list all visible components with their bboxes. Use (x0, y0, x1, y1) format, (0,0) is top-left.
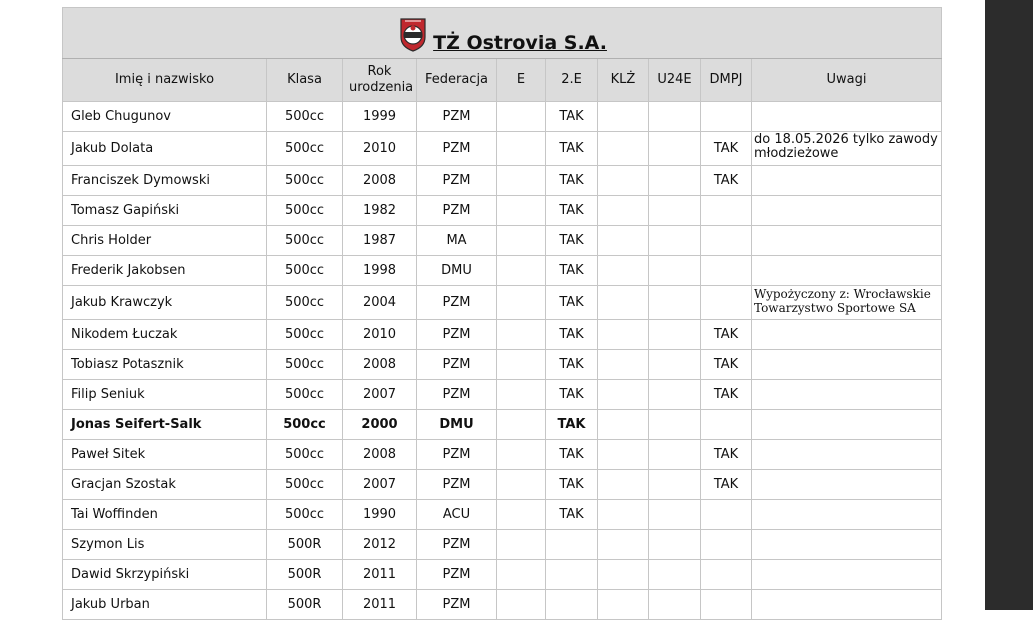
e-cell (497, 440, 546, 470)
notes-cell (752, 470, 942, 500)
notes-cell (752, 500, 942, 530)
player-name: Jonas Seifert-Salk (63, 410, 267, 440)
2e-cell (546, 590, 598, 620)
klz-cell (598, 166, 649, 196)
table-row (63, 470, 942, 500)
e-cell (497, 350, 546, 380)
table-row (63, 500, 942, 530)
table-row (63, 560, 942, 590)
u24e-cell (649, 256, 701, 286)
klz-cell (598, 440, 649, 470)
klz-cell (598, 410, 649, 440)
e-cell (497, 320, 546, 350)
federation-cell: PZM (417, 590, 497, 620)
notes-cell (752, 256, 942, 286)
dmpj-cell (701, 102, 752, 132)
player-name: Tai Woffinden (63, 500, 267, 530)
dmpj-cell (701, 500, 752, 530)
notes-cell (752, 102, 942, 132)
col-header-dmpj: DMPJ (701, 59, 752, 102)
notes-cell: do 18.05.2026 tylko zawody młodzieżowe (752, 132, 942, 166)
u24e-cell (649, 440, 701, 470)
klz-cell (598, 350, 649, 380)
class-cell: 500cc (267, 320, 343, 350)
birth-year-cell: 2011 (343, 560, 417, 590)
birth-year-cell: 2007 (343, 470, 417, 500)
class-cell: 500cc (267, 256, 343, 286)
table-row (63, 530, 942, 560)
table-row (63, 320, 942, 350)
e-cell (497, 166, 546, 196)
notes-cell: Wypożyczony z: Wrocławskie Towarzystwo Sportowe SA (752, 286, 942, 320)
dmpj-cell (701, 410, 752, 440)
federation-cell: PZM (417, 530, 497, 560)
class-cell: 500cc (267, 470, 343, 500)
e-cell (497, 410, 546, 440)
dmpj-cell: TAK (701, 132, 752, 166)
e-cell (497, 196, 546, 226)
2e-cell: TAK (546, 132, 598, 166)
notes-cell (752, 560, 942, 590)
notes-cell (752, 410, 942, 440)
u24e-cell (649, 590, 701, 620)
player-name: Paweł Sitek (63, 440, 267, 470)
federation-cell: PZM (417, 196, 497, 226)
birth-year-cell: 2000 (343, 410, 417, 440)
2e-cell: TAK (546, 320, 598, 350)
federation-cell: PZM (417, 470, 497, 500)
col-header-e: E (497, 59, 546, 102)
e-cell (497, 256, 546, 286)
player-name: Tomasz Gapiński (63, 196, 267, 226)
2e-cell: TAK (546, 166, 598, 196)
right-sidebar (985, 0, 1033, 610)
table-row (63, 102, 942, 132)
class-cell: 500cc (267, 286, 343, 320)
notes-cell (752, 166, 942, 196)
klz-cell (598, 196, 649, 226)
notes-cell (752, 226, 942, 256)
2e-cell: TAK (546, 102, 598, 132)
table-row (63, 590, 942, 620)
klz-cell (598, 470, 649, 500)
federation-cell: PZM (417, 286, 497, 320)
table-row (63, 226, 942, 256)
class-cell: 500cc (267, 226, 343, 256)
federation-cell: DMU (417, 256, 497, 286)
u24e-cell (649, 410, 701, 440)
table-row (63, 256, 942, 286)
2e-cell: TAK (546, 350, 598, 380)
birth-year-cell: 1982 (343, 196, 417, 226)
2e-cell: TAK (546, 286, 598, 320)
dmpj-cell: TAK (701, 470, 752, 500)
table-row (63, 286, 942, 320)
birth-year-cell: 2004 (343, 286, 417, 320)
birth-year-cell: 2010 (343, 320, 417, 350)
notes-cell (752, 350, 942, 380)
klz-cell (598, 226, 649, 256)
e-cell (497, 226, 546, 256)
header-row (63, 59, 942, 102)
class-cell: 500cc (267, 500, 343, 530)
table-row (63, 380, 942, 410)
e-cell (497, 590, 546, 620)
u24e-cell (649, 380, 701, 410)
class-cell: 500cc (267, 166, 343, 196)
u24e-cell (649, 226, 701, 256)
klz-cell (598, 102, 649, 132)
u24e-cell (649, 350, 701, 380)
2e-cell: TAK (546, 380, 598, 410)
table-row (63, 132, 942, 166)
player-name: Jakub Urban (63, 590, 267, 620)
federation-cell: PZM (417, 440, 497, 470)
dmpj-cell (701, 196, 752, 226)
col-header-federation: Federacja (417, 59, 497, 102)
federation-cell: PZM (417, 560, 497, 590)
federation-cell: MA (417, 226, 497, 256)
title-block (63, 8, 941, 58)
klz-cell (598, 132, 649, 166)
class-cell: 500cc (267, 440, 343, 470)
class-cell: 500R (267, 590, 343, 620)
2e-cell: TAK (546, 196, 598, 226)
u24e-cell (649, 500, 701, 530)
player-name: Jakub Krawczyk (63, 286, 267, 320)
player-name: Gracjan Szostak (63, 470, 267, 500)
e-cell (497, 102, 546, 132)
class-cell: 500R (267, 530, 343, 560)
class-cell: 500cc (267, 102, 343, 132)
birth-year-cell: 1999 (343, 102, 417, 132)
player-name: Jakub Dolata (63, 132, 267, 166)
klz-cell (598, 286, 649, 320)
birth-year-cell: 2010 (343, 132, 417, 166)
klz-cell (598, 560, 649, 590)
class-cell: 500cc (267, 410, 343, 440)
2e-cell (546, 560, 598, 590)
federation-cell: PZM (417, 380, 497, 410)
notes-cell (752, 380, 942, 410)
klz-cell (598, 320, 649, 350)
u24e-cell (649, 166, 701, 196)
notes-cell (752, 196, 942, 226)
birth-year-cell: 2008 (343, 350, 417, 380)
col-header-klz: KLŻ (598, 59, 649, 102)
federation-cell: DMU (417, 410, 497, 440)
klz-cell (598, 500, 649, 530)
2e-cell: TAK (546, 256, 598, 286)
birth-year-cell: 1987 (343, 226, 417, 256)
u24e-cell (649, 132, 701, 166)
table-row (63, 440, 942, 470)
u24e-cell (649, 102, 701, 132)
col-header-name: Imię i nazwisko (63, 59, 267, 102)
notes-cell (752, 530, 942, 560)
dmpj-cell (701, 226, 752, 256)
dmpj-cell: TAK (701, 380, 752, 410)
u24e-cell (649, 470, 701, 500)
federation-cell: PZM (417, 102, 497, 132)
u24e-cell (649, 320, 701, 350)
notes-cell (752, 440, 942, 470)
player-name: Gleb Chugunov (63, 102, 267, 132)
dmpj-cell (701, 256, 752, 286)
birth-year-cell: 1998 (343, 256, 417, 286)
e-cell (497, 286, 546, 320)
player-name: Tobiasz Potasznik (63, 350, 267, 380)
2e-cell: TAK (546, 440, 598, 470)
class-cell: 500cc (267, 380, 343, 410)
class-cell: 500cc (267, 196, 343, 226)
federation-cell: PZM (417, 166, 497, 196)
player-name: Nikodem Łuczak (63, 320, 267, 350)
klz-cell (598, 530, 649, 560)
col-header-notes: Uwagi (752, 59, 942, 102)
player-name: Szymon Lis (63, 530, 267, 560)
u24e-cell (649, 530, 701, 560)
e-cell (497, 530, 546, 560)
notes-cell (752, 590, 942, 620)
player-name: Chris Holder (63, 226, 267, 256)
roster-table (62, 7, 942, 620)
birth-year-cell: 1990 (343, 500, 417, 530)
2e-cell: TAK (546, 470, 598, 500)
col-header-2e: 2.E (546, 59, 598, 102)
federation-cell: PZM (417, 320, 497, 350)
dmpj-cell: TAK (701, 350, 752, 380)
dmpj-cell (701, 530, 752, 560)
u24e-cell (649, 196, 701, 226)
table-row (63, 196, 942, 226)
klz-cell (598, 590, 649, 620)
u24e-cell (649, 560, 701, 590)
2e-cell: TAK (546, 410, 598, 440)
klz-cell (598, 256, 649, 286)
birth-year-cell: 2007 (343, 380, 417, 410)
player-name: Frederik Jakobsen (63, 256, 267, 286)
title-row (63, 8, 942, 59)
u24e-cell (649, 286, 701, 320)
class-cell: 500cc (267, 350, 343, 380)
2e-cell: TAK (546, 500, 598, 530)
col-header-class: Klasa (267, 59, 343, 102)
birth-year-cell: 2008 (343, 166, 417, 196)
dmpj-cell: TAK (701, 320, 752, 350)
notes-cell (752, 320, 942, 350)
page-title: TŻ Ostrovia S.A. (433, 32, 607, 54)
2e-cell: TAK (546, 226, 598, 256)
birth-year-cell: 2012 (343, 530, 417, 560)
dmpj-cell (701, 560, 752, 590)
e-cell (497, 470, 546, 500)
table-row (63, 410, 942, 440)
col-header-u24e: U24E (649, 59, 701, 102)
e-cell (497, 500, 546, 530)
class-cell: 500R (267, 560, 343, 590)
federation-cell: PZM (417, 132, 497, 166)
birth-year-cell: 2011 (343, 590, 417, 620)
class-cell: 500cc (267, 132, 343, 166)
dmpj-cell: TAK (701, 166, 752, 196)
player-name: Filip Seniuk (63, 380, 267, 410)
dmpj-cell (701, 286, 752, 320)
table-row (63, 166, 942, 196)
dmpj-cell (701, 590, 752, 620)
table-row (63, 350, 942, 380)
col-header-birth-year: Rok urodzenia (343, 59, 417, 102)
player-name: Franciszek Dymowski (63, 166, 267, 196)
e-cell (497, 560, 546, 590)
e-cell (497, 132, 546, 166)
2e-cell (546, 530, 598, 560)
club-crest-icon (397, 17, 429, 53)
dmpj-cell: TAK (701, 440, 752, 470)
e-cell (497, 380, 546, 410)
klz-cell (598, 380, 649, 410)
federation-cell: ACU (417, 500, 497, 530)
birth-year-cell: 2008 (343, 440, 417, 470)
federation-cell: PZM (417, 350, 497, 380)
player-name: Dawid Skrzypiński (63, 560, 267, 590)
